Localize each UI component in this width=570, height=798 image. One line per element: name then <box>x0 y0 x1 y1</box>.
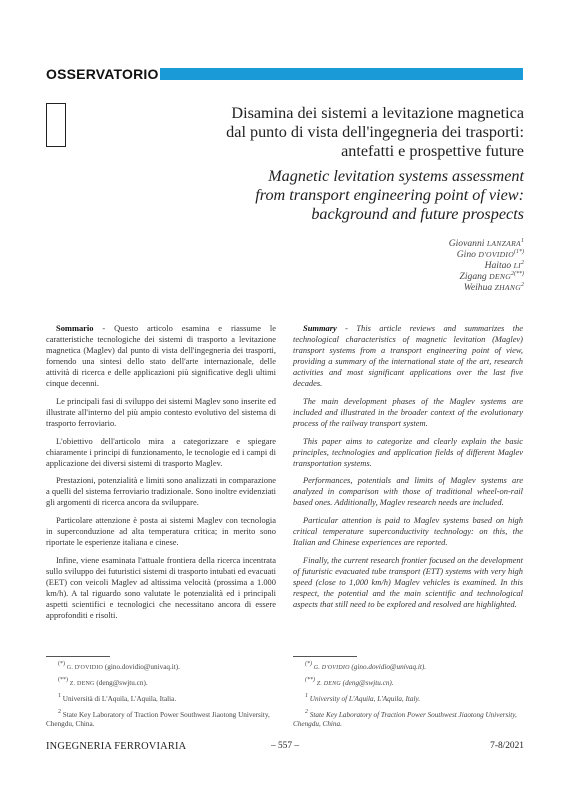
footnote-mark: 2 <box>305 708 308 715</box>
footnote <box>46 708 278 729</box>
abstract-paragraph <box>46 555 276 622</box>
abstract-lead: Sommario <box>56 323 94 333</box>
abstract-text: This paper aims to categorize and clearly explain the basic principles, technologies and application fields of different Maglev transportation systems. <box>293 435 523 468</box>
footnote <box>46 679 278 689</box>
footnote-mark: (*) <box>305 661 312 667</box>
footnote <box>293 708 525 729</box>
footnote-mark: 1 <box>58 693 61 700</box>
abstract-paragraph <box>293 515 523 548</box>
footnote-rule <box>293 656 357 657</box>
footer-issue: 7-8/2021 <box>490 741 524 751</box>
footnote <box>293 695 525 704</box>
abstract-text: Finally, the current research frontier focused on the development of futuristic evacuated tube transport (ETT) systems with very high speed (close to 1,000 km/h) Maglev vehicles is examined. In this respect, the potential and the main scientific and technological aspects that still need to be explored and resolved are highlighted. <box>293 554 523 610</box>
abstract-lead: Summary <box>303 323 337 333</box>
title-english <box>154 167 524 224</box>
abstract-text: Particular attention is paid to Maglev systems based on high critical temperature superconductivity technology: on this, the Italian and Chinese experiences are reported. <box>293 514 523 548</box>
abstract-paragraph <box>293 475 523 508</box>
author-last-name: D'OVIDIO <box>478 250 514 259</box>
author-first-name: Giovanni <box>448 238 485 249</box>
abstract-text: Particolare attenzione è posta ai sistemi Maglev con tecnologia in superconduzione ad alta temperatura critica; in merito sono riportate le esperienze italiana e cinese. <box>46 514 276 548</box>
abstract-text: The main development phases of the Maglev systems are included and illustrated in the broader context of the evolutionary process of the railway transport system. <box>293 395 523 429</box>
footnote-text: (deng@swjtu.cn). <box>94 679 148 688</box>
footnote-text: State Key Laboratory of Traction Power Southwest Jiaotong University, Chengdu, China. <box>46 710 270 728</box>
author-affiliation-mark: 2 <box>521 282 524 288</box>
abstract-paragraph <box>46 396 276 429</box>
title-en-line: from transport engineering point of view: <box>255 186 524 204</box>
author-entry <box>449 260 524 271</box>
footnote-text: (deng@swjtu.cn). <box>340 679 394 688</box>
author-entry <box>449 249 524 260</box>
author-list <box>449 238 524 293</box>
abstract-paragraph <box>46 436 276 469</box>
title-it-line: dal punto di vista dell'ingegneria dei trasporti: <box>226 123 524 141</box>
footnote <box>293 663 525 673</box>
abstract-text: Le principali fasi di sviluppo dei sistemi Maglev sono inserite ed illustrate all'interno del più ampio contesto evolutivo del sistema di trasporto ferroviario. <box>46 395 276 429</box>
article-marker-box <box>46 103 66 147</box>
abstract-text: Prestazioni, potenzialità e limiti sono analizzati in comparazione a quelli del sistema ferroviario tradizionale. Sono inoltre evidenziati gli argomenti di ricerca ancora da sviluppare. <box>46 475 276 508</box>
footnote-rule <box>46 656 110 657</box>
footnote-mark: (*) <box>58 661 65 667</box>
footnote <box>46 663 278 673</box>
author-last-name: LI <box>513 261 521 270</box>
abstract-paragraph <box>293 396 523 429</box>
author-entry <box>449 282 524 293</box>
abstract-text: Performances, potentials and limits of Maglev systems are analyzed in comparison with those of traditional wheel-on-rail based ones. Additionally, Maglev research needs are included. <box>293 475 523 508</box>
abstract-text: - This article reviews and summarizes the technological characteristics of magnetic levitation (Maglev) transport systems from a transport engineering point of view, providing a summary of the international state of the art, research activities and most significant applications over the last five decades. <box>293 323 523 389</box>
author-affiliation-mark: 2(**) <box>511 271 524 277</box>
footnote-name: G. D'OVIDIO <box>66 665 104 671</box>
abstract-paragraph <box>46 323 276 390</box>
author-affiliation-mark: 1 <box>521 238 524 244</box>
footnote-mark: (**) <box>305 677 315 684</box>
footnotes-english <box>293 663 525 735</box>
abstract-text: - Questo articolo esamina e riassume le caratteristiche tecnologiche dei sistemi di trasporto a levitazione magnetica (Maglev) dal punto di vista dell'ingegneria dei trasporti, fornendo una sintesi dello stato dell'arte internazionale, delle attività di ricerca e delle applicazioni più significative degli ultimi cinque decenni. <box>46 323 276 389</box>
author-first-name: Gino <box>456 249 476 260</box>
title-italian <box>164 104 524 161</box>
footnote <box>46 695 278 704</box>
footnote <box>293 679 525 689</box>
title-en-line: background and future prospects <box>311 205 524 223</box>
abstract-paragraph <box>293 555 523 610</box>
footer-journal: INGEGNERIA FERROVIARIA <box>46 741 187 752</box>
abstract-paragraph <box>46 515 276 548</box>
footnote-name: Z. DENG <box>69 681 95 688</box>
author-entry <box>449 238 524 249</box>
footnotes-italian <box>46 663 278 735</box>
title-it-line: antefatti e prospettive future <box>341 142 524 160</box>
abstract-english <box>293 323 523 617</box>
author-first-name: Haitao <box>484 260 512 271</box>
author-first-name: Weihua <box>463 282 493 293</box>
footnote-text: State Key Laboratory of Traction Power Southwest Jiaotong University, Chengdu, China. <box>293 710 517 728</box>
footnote-text: (gino.dovidio@univaq.it). <box>103 663 180 671</box>
footnote-text: Università di L'Aquila, L'Aquila, Italia. <box>61 695 177 704</box>
author-affiliation-mark: (1*) <box>514 249 524 255</box>
author-first-name: Zigang <box>459 271 487 282</box>
author-last-name: LANZARA <box>486 239 521 248</box>
abstract-paragraph <box>293 436 523 469</box>
author-entry <box>449 271 524 282</box>
author-affiliation-mark: 2 <box>521 260 524 266</box>
title-it-line: Disamina dei sistemi a levitazione magnetica <box>231 104 524 122</box>
abstract-italian <box>46 323 276 628</box>
section-accent-bar <box>160 68 523 80</box>
footer-page-number: – 557 – <box>270 741 300 751</box>
author-last-name: ZHANG <box>494 283 521 292</box>
abstract-text: L'obiettivo dell'articolo mira a categorizzare e spiegare chiaramente i principi di funzionamento, le tecnologie ed i campi di applicazione dei diversi sistemi di trasporto Maglev. <box>46 435 276 468</box>
section-label: OSSERVATORIO <box>46 66 159 82</box>
footnote-mark: 1 <box>305 693 308 700</box>
footnote-text: University of L'Aquila, L'Aquila, Italy. <box>308 695 421 704</box>
footnote-text: (gino.dovidio@univaq.it). <box>349 663 427 671</box>
abstract-paragraph <box>293 323 523 390</box>
footnote-mark: 2 <box>58 708 61 715</box>
footnote-name: G. D'OVIDIO <box>313 665 350 671</box>
abstract-text: Infine, viene esaminata l'attuale frontiera della ricerca incentrata sullo sviluppo dei futuristici sistemi di trasporto intubati ed evacuati (EET) con veicoli Maglev ad altissima velocità (prossima a 1.000 km/h). A tal riguardo sono valutate le potenzialità ed i principali aspetti scientifici e tecnologici che necessitano ancora di essere approfonditi e risolti. <box>46 554 276 621</box>
title-en-line: Magnetic levitation systems assessment <box>268 167 524 185</box>
author-last-name: DENG <box>489 272 511 281</box>
footnote-name: Z. DENG <box>316 681 341 688</box>
footnote-mark: (**) <box>58 677 68 684</box>
abstract-paragraph <box>46 475 276 508</box>
